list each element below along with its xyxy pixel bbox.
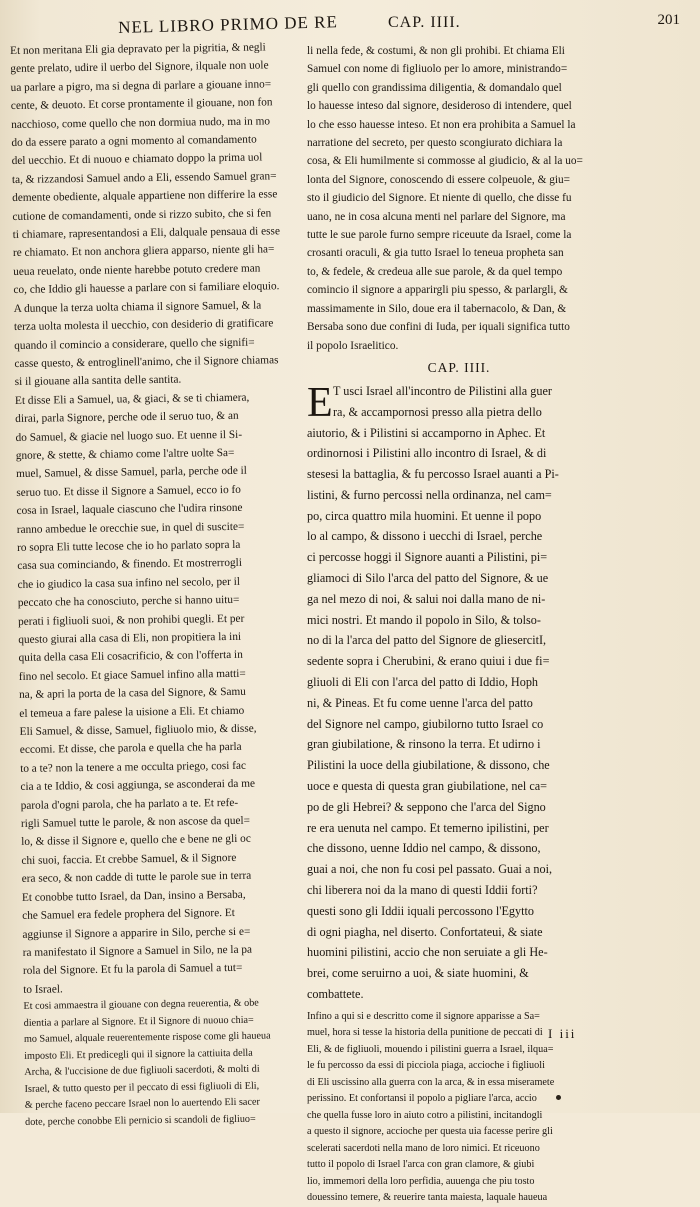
text-line: quando il comincio a considerare, quello che signifi= [14, 336, 255, 352]
text-line: ni, & Pineas. Et fu come uenne l'arca del patto [307, 695, 533, 710]
text-line: po de gli Hebrei? & seppono che l'arca del Signo [307, 799, 546, 814]
text-line: listini, & furno percossi nella ordinanza, nel cam= [307, 487, 552, 502]
text-line: chi liberera noi da la mano di questi Iddii forti? [307, 883, 538, 898]
text-line: ueua reuelato, onde niente harebbe potuto credere man [13, 262, 261, 278]
text-line: sedente sopra i Cherubini, & erano quiui i due fi= [307, 654, 550, 669]
text-line: si il giouane alla santita delle santita. [14, 373, 182, 389]
text-line: nacchioso, come quello che non dormiua nudo, ma in mo [11, 115, 271, 131]
page-number: 201 [657, 12, 680, 28]
text-line: Pilistini la uoce della giubilatione, & dissono, che [307, 758, 550, 773]
right-column-continuation [307, 42, 611, 355]
drop-cap: E [307, 379, 333, 426]
text-line: lo che esso hauesse inteso. Et non era prohibita a Samuel la [307, 118, 576, 131]
header-title: NEL LIBRO PRIMO DE RE [118, 12, 339, 37]
text-line: casa sua cominciando, & finendo. Et mostrerrogli [17, 557, 243, 573]
text-line: ua parlare a pigro, ma si degna di parlare a giouane inno= [10, 78, 272, 94]
text-line: to, & fedele, & credeua alle sue parole, & da quel tempo [307, 265, 563, 278]
text-line: & perche faceno peccare Israel non lo auertendo Eli sacer [24, 1096, 260, 1112]
text-line: eccomi. Et disse, che parola e quella che ha parla [19, 741, 242, 757]
text-line: questo giurai alla casa di Eli, non propitiera la ini [18, 630, 242, 646]
text-line: tutto il popolo di Israel l'arca con gran clamore, & giubi [307, 1159, 535, 1171]
text-line: to a te? non la tenere a me occulta priego, cosi fac [20, 759, 247, 775]
text-line: lonta del Signore, conoscendo di essere colpeuole, & giu= [307, 173, 570, 186]
text-line: douessino temere, & reuerire tanta maiesta, laquale haueua [307, 1192, 548, 1204]
text-line: guai a noi, che non fu cosi pel passato. Guai a noi, [307, 862, 553, 877]
text-line: rola del Signore. Et fu la parola di Samuel a tut= [22, 962, 243, 978]
text-line: do Samuel, & giacie nel luogo suo. Et uenne il Si- [15, 428, 243, 444]
text-line: imposto Eli. Et predicegli qui il signore la cattiuita della [24, 1047, 253, 1062]
text-line: lo, & disse il Signore e, quello che e bene ne gli oc [21, 833, 251, 849]
text-line: muel, Samuel, & disse Samuel, parla, perche ode il [15, 465, 248, 481]
text-line: gliuoli di Eli con l'arca del patto di Iddio, Hoph [307, 675, 539, 690]
text-line: gente prelato, udire il uerbo del Signore, ilquale non uole [10, 59, 269, 76]
text-line: dote, perche conobbe Eli pernicio si scandoli de figliuo= [25, 1113, 256, 1128]
text-line: terza uolta molesta il uecchio, con desiderio di gratificare [13, 317, 274, 334]
text-line: chi suoi, faccia. Et crebbe Samuel, & il Signore [21, 851, 237, 867]
text-line: tutte le sue parole furno sempre riceuute da Israel, come la [307, 229, 572, 242]
text-line: ga nel mezo di noi, & salui noi dalla mano de ni- [307, 591, 546, 606]
text-line: muel, hora si tesse la historia della punitione de peccati di [307, 1027, 543, 1039]
left-column [10, 38, 310, 1128]
text-line: lo al campo, & dissono i uecchi di Israel, perche [307, 529, 543, 544]
ink-dot [556, 1095, 561, 1100]
text-line: che Samuel era fedele prophera del Signore. Et [22, 907, 235, 923]
text-line: demente obediente, alquale appartiene non differire la esse [12, 188, 278, 205]
text-line: mici nostri. Et mando il popolo in Silo, & tolso- [307, 612, 541, 627]
text-line: ordinornosi i Pilistini allo incontro di Israel, & di [307, 446, 547, 461]
text-line: lio, immemori della loro perfidia, auuenga che piu tosto [307, 1175, 535, 1187]
text-line: massimamente in Silo, doue era il tabernacolo, & Dan, & [307, 302, 567, 315]
text-line: Israel, & tutto questo per il peccato di essi figliuoli di Eli, [24, 1080, 260, 1095]
text-line: na, & apri la porta de la casa del Signore, & Samu [19, 685, 246, 702]
text-line: do da essere parato a ogni momento al comandamento [11, 133, 257, 150]
signature-mark: I iii [548, 1026, 577, 1041]
text-line: lo hauesse inteso dal signore, desideroso di intendere, quel [307, 100, 572, 113]
text-line: ci percosse hoggi il Signore auanti a Pilistini, pi= [307, 550, 548, 565]
text-line: a questo il signore, accioche per questa uia facesse perire gli [307, 1126, 553, 1138]
chapter-text [307, 423, 611, 1005]
text-line: huomini pilistini, accio che non seruiate a gli He- [307, 945, 548, 960]
text-line: casse questo, & entroglinell'animo, che il Signore chiamas [14, 354, 279, 370]
text-line: le fu percosso da essi di picciola piaga, accioche i figliuoli [307, 1060, 545, 1072]
text-line: dientia a parlare al Signore. Et il Signore di nuouo chia= [23, 1014, 254, 1029]
text-line: no di la l'arca del patto del Signore de gliesercitI, [307, 633, 547, 648]
text-line: aiutorio, & i Pilistini si accamporno in Aphec. Et [307, 425, 546, 440]
text-line: dirai, parla Signore, perche ode il seruo tuo, & an [15, 409, 239, 426]
text-line: quita della casa Eli cosacrificio, & con l'offerta in [18, 649, 243, 665]
text-line: di ogni piagha, nel diserto. Confortateui, & siate [307, 924, 543, 939]
text-line: perati i figliuoli suoi, & non prohibi quegli. Et per [18, 612, 245, 628]
text-line: cente, & deuoto. Et corse prontamente il giouane, non fon [10, 96, 273, 113]
text-line: gliamoci di Silo l'arca del patto del Signore, & ue [307, 571, 549, 586]
text-line: ra, & accampornosi presso alla pietra dello [333, 404, 542, 419]
text-line: uoce e questa di questa gran giubilatione, nel ca= [307, 779, 548, 794]
text-line: che io giudico la casa sua infino nel secolo, per il [17, 575, 241, 591]
text-line: di Eli uscissino alla guerra con la arca, & in essa miseramete [307, 1076, 555, 1088]
text-line: cutione de comandamenti, onde si rizzo subito, che si fen [12, 207, 272, 223]
text-line: Et non meritana Eli gia depravato per la pigritia, & negli [10, 41, 266, 57]
text-line: comincio il signore a apparirgli piu spesso, & parlargli, & [307, 284, 568, 297]
text-line: gran giubilatione, & rinsono la terra. Et udirno i [307, 737, 541, 752]
text-line: combattete. [307, 987, 364, 1002]
text-line: Infino a qui si e descritto come il signore apparisse a Sa= [307, 1010, 540, 1022]
text-line: Samuel con nome di figliuolo per lo amore, ministrando= [307, 63, 568, 76]
text-line: stesesi la battaglia, & fu percosso Israel auanti a Pi- [307, 467, 559, 482]
text-line: brei, come seruirno a uoi, & siate huomini, & [307, 966, 529, 981]
text-line: po, circa quattro mila huomini. Et uenne il popo [307, 508, 542, 523]
text-line: era seco, & non cadde di tutte le parole sue in terra [21, 869, 252, 886]
text-line: ranno ambedue le orecchie sue, in quel di suscite= [16, 520, 245, 536]
text-line: rigli Samuel tutte le parole, & non ascose da quel= [20, 814, 251, 830]
text-line: che quella fusse loro in aiuto cotro a pilistini, incitandogli [307, 1109, 543, 1121]
text-line: sto il giudicio del Signore. Et niente di quello, che disse fu [307, 192, 572, 205]
text-line: Et cosi ammaestra il giouane con degna reuerentia, & obe [23, 997, 259, 1013]
text-line: re chiamato. Et non anchora gliera apparso, niente gli ha= [12, 243, 275, 260]
text-line: peccato che ha conosciuto, perche si hanno uitu= [17, 594, 240, 610]
chapter-opening [307, 379, 611, 426]
text-line: crosanti oraculi, & gia tutto Israel lo teneua propheta san [307, 247, 564, 260]
text-line: cosa in Israel, laquale ciascuno che l'udira rinsone [16, 501, 243, 518]
text-line: fino nel secolo. Et giace Samuel infino alla matti= [18, 667, 246, 683]
text-line: questi sono gli Iddii iquali percossono l'Egytto [307, 903, 534, 918]
text-line: re era uenuta nel campo. Et temerno ipilistini, per [307, 820, 549, 835]
text-line: uano, ne in cosa alcuna menti nel parlare del Signore, ma [307, 210, 566, 223]
drop-cap-lines [307, 379, 611, 426]
text-line: che dissono, uenne Iddio nel campo, & dissono, [307, 841, 541, 856]
text-line: Et conobbe tutto Israel, da Dan, insino a Bersaba, [21, 888, 246, 904]
text-line: aggiunse il Signore a apparire in Silo, perche si e= [22, 925, 251, 941]
right-column [307, 42, 611, 1204]
text-line: ro sopra Eli tutte lecose che io ho parlato sopra la [16, 538, 241, 554]
text-line: cosa, & Eli humilmente si commosse al giudicio, & al la uo= [307, 155, 583, 168]
text-line: parola d'ogni parola, che ha parlato a te. Et refe- [20, 796, 239, 812]
text-line: Eli Samuel, & disse, Samuel, figliuolo mio, & disse, [19, 722, 257, 738]
text-line: Eli, & de figliuoli, mouendo i pilistini guerra a Israel, ilqua= [307, 1043, 554, 1055]
text-line: seruo tuo. Et disse il Signore a Samuel, ecco io fo [16, 483, 241, 499]
text-line: T usci Israel all'incontro de Pilistini alla guer [333, 383, 552, 398]
text-line: li nella fede, & costumi, & non gli prohibi. Et chiama Eli [307, 45, 565, 57]
text-line: del Signore nel campo, giubilorno tutto Israel co [307, 716, 544, 731]
text-line: il popolo Israelitico. [307, 339, 399, 352]
chapter-heading: CAP. IIII. [427, 359, 491, 375]
text-line: mo Samuel, alquale reuerentemente rispose come gli haueua [23, 1030, 271, 1046]
text-line: gli quello con grandissima diligentia, & domandalo quel [307, 81, 562, 94]
text-line: gnore, & stette, & chiamo come l'altre uolte Sa= [15, 446, 235, 462]
text-line: Archa, & l'uccisione de due figliuoli sacerdoti, & molti di [24, 1063, 260, 1079]
running-header [118, 10, 680, 40]
text-line: scelerati sacerdoti nella mano de loro nimici. Et riceuono [307, 1142, 540, 1154]
text-line: el temeua a fare palese la uisione a Eli. Et chiamo [19, 704, 245, 720]
text-line: narratione del secreto, per questo scongiurato dichiara la [307, 137, 563, 150]
text-line: ta, & rizzandosi Samuel ando a Eli, essendo Samuel gran= [11, 170, 277, 186]
text-line: cia a te Iddio, & cosi aggiunga, se asconderai da me [20, 777, 256, 794]
text-line: to Israel. [23, 983, 63, 996]
header-chapter: CAP. IIII. [388, 14, 461, 31]
text-line: A dunque la terza uolta chiama il signore Samuel, & la [13, 299, 262, 315]
text-line: perissino. Et confortansi il popolo a pigliare l'arca, accio [307, 1093, 537, 1105]
text-line: co, che Iddio gli hauesse a parlare con si familiare eloquio. [13, 280, 280, 297]
text-line: ra manifestato il Signore a Samuel in Silo, ne la pa [22, 943, 253, 959]
text-line: Et disse Eli a Samuel, ua, & giaci, & se ti chiamera, [14, 391, 250, 407]
text-line: ti chiamare, rapresentandosi a Eli, dalquale pensaua di esse [12, 225, 281, 242]
text-line: Bersaba sono due confini di Iuda, per iquali significa tutto [307, 321, 570, 334]
text-line: del uecchio. Et di nuouo e chiamato doppo la prima uol [11, 151, 263, 168]
